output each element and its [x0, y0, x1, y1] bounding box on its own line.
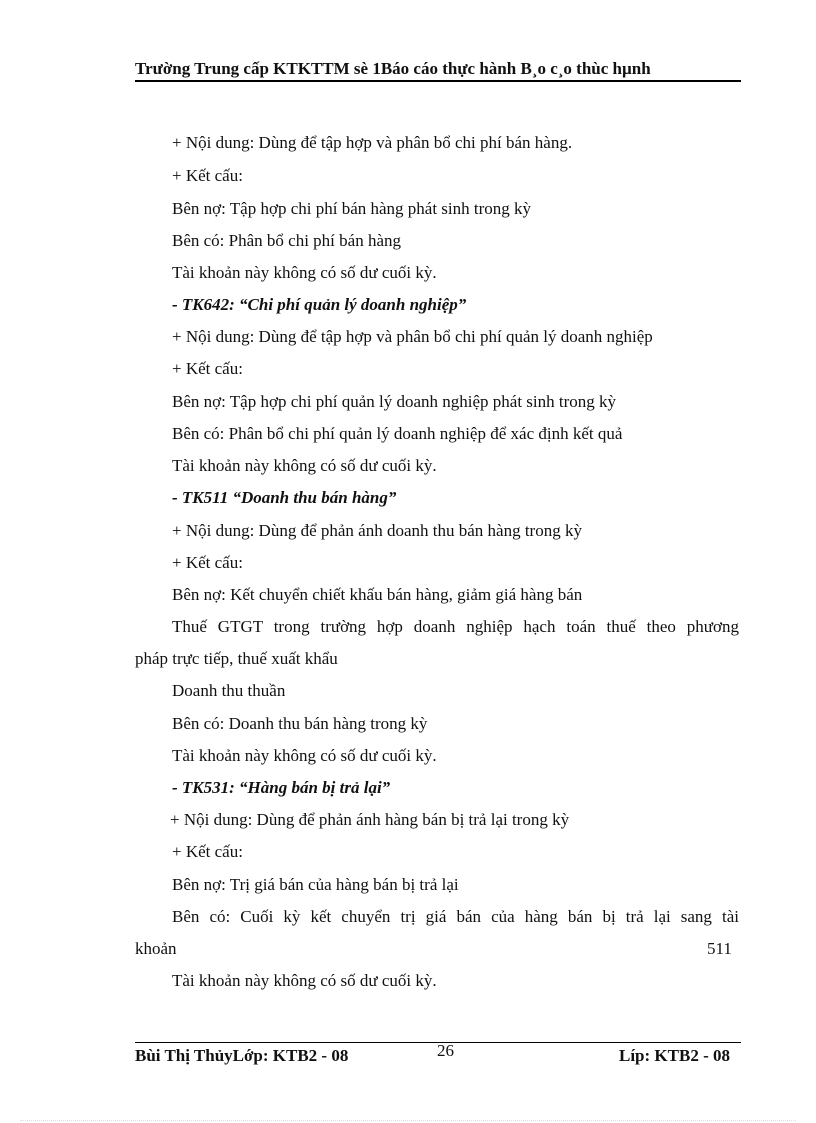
text-line: + Nội dung: Dùng để phản ánh hàng bán bị trả lại trong kỳ — [170, 810, 570, 829]
account-number: 511 — [707, 939, 732, 958]
text-line: pháp trực tiếp, thuế xuất khẩu — [135, 649, 338, 668]
page-edge — [20, 1120, 796, 1121]
text-line: + Nội dung: Dùng để tập hợp và phân bổ chi phí quản lý doanh nghiệp — [172, 327, 653, 346]
footer-author: Bùi Thị ThủyLớp: KTB2 - 08 — [135, 1046, 349, 1065]
page-number: 26 — [437, 1041, 454, 1060]
text-line: Bên nợ: Tập hợp chi phí bán hàng phát sinh trong kỳ — [172, 199, 532, 218]
text-line: Tài khoản này không có số dư cuối kỳ. — [172, 263, 437, 282]
text-line: Bên nợ: Trị giá bán của hàng bán bị trả lại — [172, 875, 459, 894]
text-line: Thuế GTGT trong trường hợp doanh nghiệp hạch toán thuế theo phương — [172, 617, 739, 636]
text-line: Bên có: Doanh thu bán hàng trong kỳ — [172, 714, 428, 733]
text-line: Doanh thu thuần — [172, 681, 286, 700]
text-line: khoản — [135, 939, 177, 958]
page-header: Trường Trung cấp KTKTTM sè 1Báo cáo thực hành B¸o c¸o thùc hµnh — [135, 58, 741, 82]
text-line: Tài khoản này không có số dư cuối kỳ. — [172, 971, 437, 990]
text-line: Bên có: Phân bổ chi phí quản lý doanh nghiệp để xác định kết quả — [172, 424, 623, 443]
footer-class: Líp: KTB2 - 08 — [619, 1046, 730, 1065]
text-line: Bên có: Phân bổ chi phí bán hàng — [172, 231, 401, 250]
text-line: + Kết cấu: — [172, 359, 243, 378]
text-line: Bên có: Cuối kỳ kết chuyển trị giá bán của hàng bán bị trả lại sang tài — [172, 907, 739, 926]
text-line: Tài khoản này không có số dư cuối kỳ. — [172, 746, 437, 765]
text-line: + Nội dung: Dùng để tập hợp và phân bổ chi phí bán hàng. — [172, 133, 573, 152]
text-line: Bên nợ: Tập hợp chi phí quản lý doanh nghiệp phát sinh trong kỳ — [172, 392, 617, 411]
section-heading: - TK642: “Chi phí quản lý doanh nghiệp” — [172, 295, 467, 314]
text-line: Tài khoản này không có số dư cuối kỳ. — [172, 456, 437, 475]
text-line: + Kết cấu: — [172, 842, 243, 861]
text-line: + Kết cấu: — [172, 166, 243, 185]
text-line: Bên nợ: Kết chuyển chiết khấu bán hàng, giảm giá hàng bán — [172, 585, 583, 604]
text-line: + Nội dung: Dùng để phản ánh doanh thu bán hàng trong kỳ — [172, 521, 582, 540]
section-heading: - TK511 “Doanh thu bán hàng” — [172, 488, 397, 507]
section-heading: - TK531: “Hàng bán bị trả lại” — [172, 778, 391, 797]
text-line: + Kết cấu: — [172, 553, 243, 572]
